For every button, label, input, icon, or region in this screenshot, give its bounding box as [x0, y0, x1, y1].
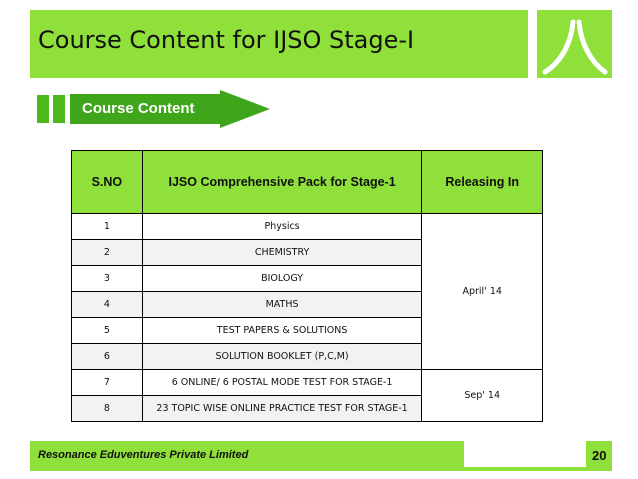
table-header-row: [72, 151, 543, 214]
section-label: Course Content: [82, 100, 195, 117]
row-item: Physics: [142, 214, 422, 240]
row-item: SOLUTION BOOKLET (P,C,M): [142, 344, 422, 370]
course-content-table: [71, 150, 543, 422]
header-release: Releasing In: [422, 151, 543, 214]
section-marker-bar: [37, 95, 49, 123]
page-number: 20: [592, 448, 607, 463]
row-item: TEST PAPERS & SOLUTIONS: [142, 318, 422, 344]
header-pack: IJSO Comprehensive Pack for Stage-1: [142, 151, 422, 214]
table-row: [72, 370, 543, 396]
release-sep: Sep' 14: [422, 370, 543, 422]
row-item: 23 TOPIC WISE ONLINE PRACTICE TEST FOR STAGE-1: [142, 396, 422, 422]
slide-title: Course Content for IJSO Stage-I: [38, 26, 415, 54]
row-item: MATHS: [142, 292, 422, 318]
row-sno: 8: [72, 396, 143, 422]
table-row: [72, 214, 543, 240]
row-sno: 7: [72, 370, 143, 396]
logo-box: [537, 10, 612, 78]
row-item: 6 ONLINE/ 6 POSTAL MODE TEST FOR STAGE-1: [142, 370, 422, 396]
footer-company: Resonance Eduventures Private Limited: [38, 449, 249, 461]
row-sno: 2: [72, 240, 143, 266]
row-item: CHEMISTRY: [142, 240, 422, 266]
row-sno: 6: [72, 344, 143, 370]
row-sno: 1: [72, 214, 143, 240]
footer-notch: [464, 441, 586, 467]
row-sno: 5: [72, 318, 143, 344]
resonance-logo-icon: [537, 10, 612, 78]
release-april: April' 14: [422, 214, 543, 370]
row-sno: 3: [72, 266, 143, 292]
section-marker-bar: [53, 95, 65, 123]
header-sno: S.NO: [72, 151, 143, 214]
row-item: BIOLOGY: [142, 266, 422, 292]
row-sno: 4: [72, 292, 143, 318]
